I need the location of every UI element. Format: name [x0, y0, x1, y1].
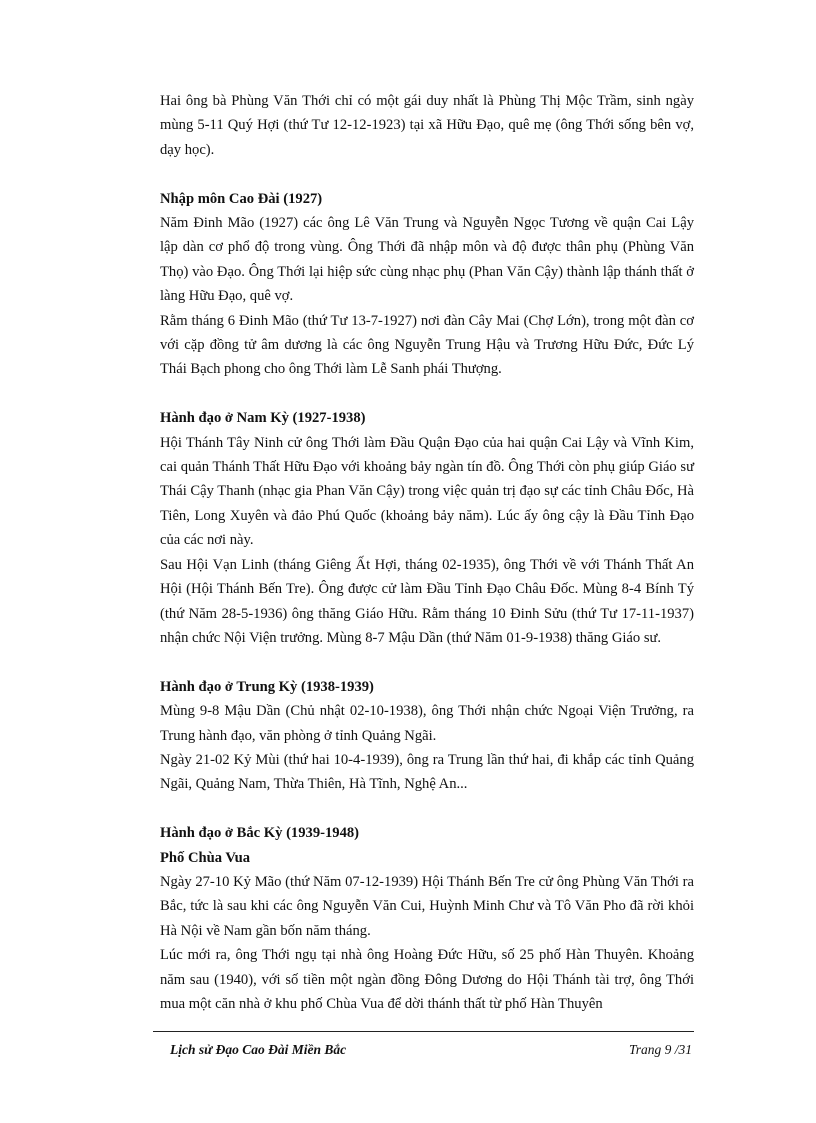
- footer-title: Lịch sử Đạo Cao Đài Miền Bắc: [170, 1042, 347, 1057]
- spacer: [160, 382, 694, 406]
- footer-divider: [153, 1031, 694, 1032]
- paragraph: Hội Thánh Tây Ninh cử ông Thới làm Đầu Quận Đạo của hai quận Cai Lậy và Vĩnh Kim, cai quản Thánh Thất Hữu Đạo với khoảng bảy ngàn tín đồ. Ông Thới còn phụ giúp Giáo sư Thái Cậy Thanh (nhạc gia Phan Văn Cậy) trong việc quản trị đạo sự các tỉnh Châu Đốc, Hà Tiên, Long Xuyên và đảo Phú Quốc (khoảng bảy năm). Lúc ấy ông cậy là Đầu Tỉnh Đạo của các nơi này.: [160, 434, 694, 549]
- paragraph: Ngày 21-02 Kỷ Mùi (thứ hai 10-4-1939), ông ra Trung lần thứ hai, đi khắp các tỉnh Quảng Ngãi, Quảng Nam, Thừa Thiên, Hà Tĩnh, Nghệ An...: [160, 751, 694, 793]
- paragraph: Mùng 9-8 Mậu Dần (Chủ nhật 02-10-1938), ông Thới nhận chức Ngoại Viện Trưởng, ra Trung hành đạo, văn phòng ở tỉnh Quảng Ngãi.: [160, 703, 694, 744]
- page-footer: [170, 1042, 692, 1058]
- page-number: Trang 9 /31: [628, 1042, 692, 1057]
- spacer: [160, 162, 694, 186]
- section-heading: Hành đạo ở Trung Kỳ (1938-1939): [160, 678, 374, 695]
- paragraph: Lúc mới ra, ông Thới ngụ tại nhà ông Hoàng Đức Hữu, số 25 phố Hàn Thuyên. Khoảng năm sau (1940), với số tiền một ngàn đồng Đông Dương do Hội Thánh tài trợ, ông Thới mua một căn nhà ở khu phố Chùa Vua để dời thánh thất từ phố Hàn Thuyên: [160, 947, 694, 1012]
- paragraph: Sau Hội Vạn Linh (tháng Giêng Ất Hợi, tháng 02-1935), ông Thới về với Thánh Thất An Hội (Hội Thánh Bến Tre). Ông được cử làm Đầu Tỉnh Đạo Châu Đốc. Mùng 8-4 Bính Tý (thứ Năm 28-5-1936) ông thăng Giáo Hữu. Rằm tháng 10 Đinh Sửu (thứ Tư 17-11-1937) nhận chức Nội Viện trưởng. Mùng 8-7 Mậu Dần (thứ Năm 01-9-1938) thăng Giáo sư.: [160, 556, 694, 646]
- paragraph: Hai ông bà Phùng Văn Thới chỉ có một gái duy nhất là Phùng Thị Mộc Trầm, sinh ngày mùng 5-11 Quý Hợi (thứ Tư 12-12-1923) tại xã Hữu Đạo, quê mẹ (ông Thới sống bên vợ, dạy học).: [160, 93, 694, 158]
- paragraph: Năm Đinh Mão (1927) các ông Lê Văn Trung và Nguyễn Ngọc Tương về quận Cai Lậy lập dàn cơ phổ độ trong vùng. Ông Thới đã nhập môn và độ được thân phụ (Phùng Văn Thọ) vào Đạo. Ông Thới lại hiệp sức cùng nhạc phụ (Phan Văn Cậy) thành lập thánh thất ở làng Hữu Đạo, quê vợ.: [160, 215, 694, 305]
- section-heading: Hành đạo ở Bắc Kỳ (1939-1948): [160, 825, 360, 842]
- paragraph: Ngày 27-10 Kỷ Mão (thứ Năm 07-12-1939) Hội Thánh Bến Tre cử ông Phùng Văn Thới ra Bắc, tức là sau khi các ông Nguyễn Văn Cui, Huỳnh Minh Chư và Tô Văn Pho đã rời khỏi Hà Nội về Nam gần bốn năm tháng.: [160, 873, 694, 939]
- paragraph: Rằm tháng 6 Đinh Mão (thứ Tư 13-7-1927) nơi đàn Cây Mai (Chợ Lớn), trong một đàn cơ với cặp đồng tử âm dương là các ông Nguyễn Trung Hậu và Trương Hữu Đức, Đức Lý Thái Bạch phong cho ông Thới làm Lễ Sanh phái Thượng.: [160, 312, 694, 378]
- section-heading: Nhập môn Cao Đài (1927): [160, 190, 323, 207]
- subsection-heading: Phố Chùa Vua: [160, 849, 251, 866]
- spacer: [160, 797, 694, 821]
- spacer: [160, 650, 694, 674]
- page-body: [160, 89, 694, 1016]
- section-heading: Hành đạo ở Nam Kỳ (1927-1938): [160, 410, 366, 427]
